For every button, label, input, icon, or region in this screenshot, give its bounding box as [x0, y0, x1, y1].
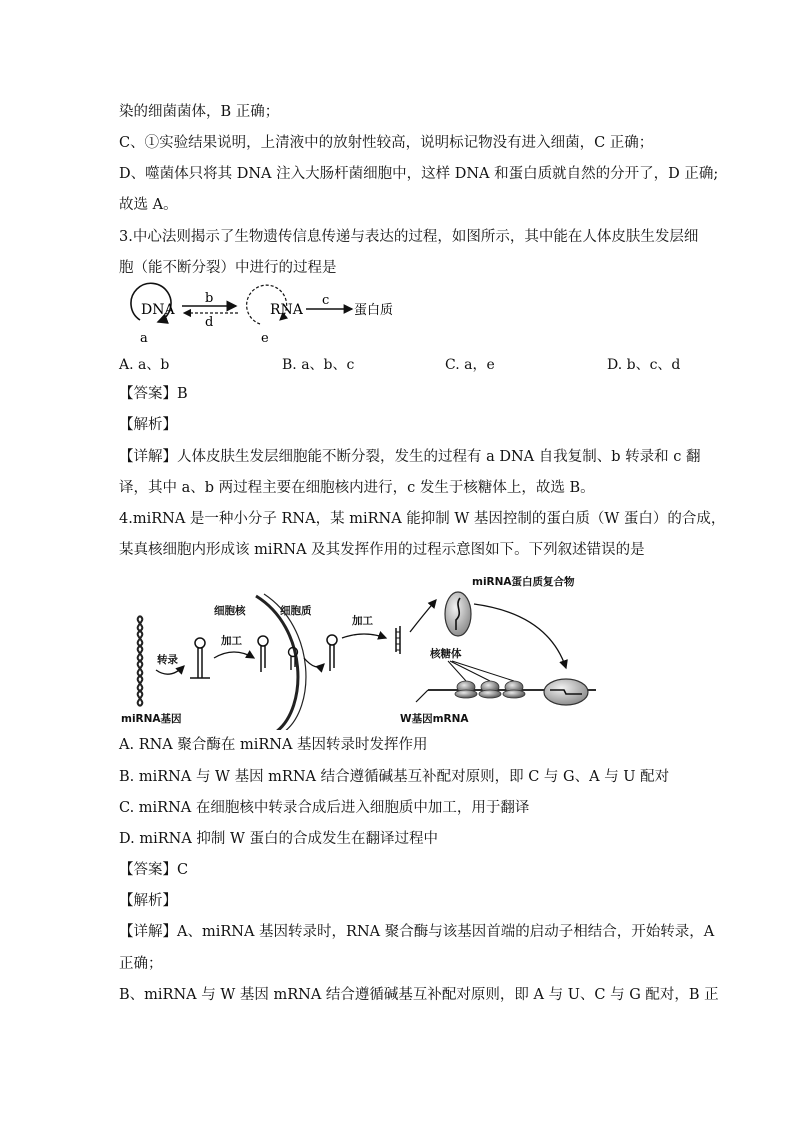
mirna-gene-helix	[138, 616, 143, 706]
q4-detail: 【详解】A、miRNA 基因转录时，RNA 聚合酶与该基因首端的启动子相结合，开始转录，A	[119, 924, 715, 940]
label-d: d	[205, 315, 214, 330]
gene-label: miRNA基因	[121, 713, 182, 725]
q4-detail: 正确；	[119, 956, 163, 972]
ribosome-2	[479, 681, 501, 698]
processing-label-1: 加工	[221, 635, 242, 647]
mirna-process-diagram	[118, 568, 598, 730]
text-line: 染的细菌菌体，B 正确；	[119, 104, 280, 120]
q4-detail: B、miRNA 与 W 基因 mRNA 结合遵循碱基互补配对原则，即 A 与 U、C 与 G 配对，B 正	[119, 987, 719, 1003]
q3-detail: 译，其中 a、b 两过程主要在细胞核内进行，c 发生于核糖体上，故选 B。	[119, 480, 595, 496]
question-4-stem: 某真核细胞内形成该 miRNA 及其发挥作用的过程示意图如下。下列叙述错误的是	[119, 542, 645, 558]
ribosome-1	[455, 681, 477, 698]
cytoplasmic-pre-mirna	[327, 635, 337, 671]
label-c: c	[322, 293, 330, 308]
text-line: 故选 A。	[119, 197, 178, 213]
processing-label-2: 加工	[352, 615, 373, 627]
pri-mirna-hairpin	[190, 638, 210, 678]
label-b: b	[205, 291, 214, 306]
export-arrow	[304, 658, 324, 667]
label-e: e	[261, 331, 269, 346]
q4-option-b: B. miRNA 与 W 基因 mRNA 结合遵循碱基互补配对原则，即 C 与 G、A 与 U 配对	[119, 769, 670, 785]
mrna-label: W基因mRNA	[400, 713, 469, 725]
mature-mirna-duplex	[396, 626, 400, 654]
complex-formation-arrow	[410, 600, 436, 632]
rna-label: RNA	[270, 302, 303, 318]
processing-arrow-1	[214, 652, 254, 658]
q3-option-c: C. a，e	[445, 357, 495, 373]
q4-option-c: C. miRNA 在细胞核中转录合成后进入细胞质中加工，用于翻译	[119, 800, 530, 816]
transcription-label: 转录	[157, 654, 178, 666]
binding-arrow	[474, 604, 566, 668]
q3-option-d: D. b、c、d	[607, 357, 681, 373]
q4-answer: 【答案】C	[119, 862, 189, 878]
q3-detail: 【详解】人体皮肤生发层细胞能不断分裂，发生的过程有 a DNA 自我复制、b 转录和 c 翻	[119, 449, 701, 465]
processing-arrow-2	[342, 634, 386, 638]
ribosome-3	[503, 681, 525, 698]
ribosome-label: 核糖体	[430, 648, 462, 660]
q3-analysis-heading: 【解析】	[119, 417, 177, 433]
complex-label: miRNA蛋白质复合物	[472, 576, 575, 588]
text-line: D、噬菌体只将其 DNA 注入大肠杆菌细胞中，这样 DNA 和蛋白质就自然的分开了，D 正确;	[119, 166, 719, 182]
q3-option-a: A. a、b	[119, 357, 170, 373]
q4-analysis-heading: 【解析】	[119, 893, 177, 909]
text-line: C、①实验结果说明，上清液中的放射性较高，说明标记物没有进入细菌，C 正确；	[119, 135, 654, 151]
transcription-arrow	[156, 666, 184, 674]
label-a: a	[140, 331, 148, 346]
question-4-stem: 4.miRNA 是一种小分子 RNA，某 miRNA 能抑制 W 基因控制的蛋白质（W 蛋白）的合成，	[119, 511, 726, 527]
protein-label: 蛋白质	[354, 303, 394, 318]
mirna-protein-complex	[445, 592, 471, 636]
central-dogma-diagram	[118, 282, 408, 346]
q4-option-d: D. miRNA 抑制 W 蛋白的合成发生在翻译过程中	[119, 831, 439, 847]
question-3-stem: 胞（能不断分裂）中进行的过程是	[119, 260, 337, 276]
nucleus-label: 细胞核	[214, 605, 246, 617]
q3-option-b: B. a、b、c	[282, 357, 355, 373]
complex-bound-to-mrna	[544, 679, 588, 705]
q4-option-a: A. RNA 聚合酶在 miRNA 基因转录时发挥作用	[119, 737, 428, 753]
dna-label: DNA	[141, 302, 175, 318]
q3-answer: 【答案】B	[119, 386, 188, 402]
pre-mirna-hairpin	[258, 636, 268, 672]
question-3-stem: 3.中心法则揭示了生物遗传信息传递与表达的过程，如图所示，其中能在人体皮肤生发层细	[119, 229, 699, 245]
cytoplasm-label: 细胞质	[280, 605, 312, 617]
